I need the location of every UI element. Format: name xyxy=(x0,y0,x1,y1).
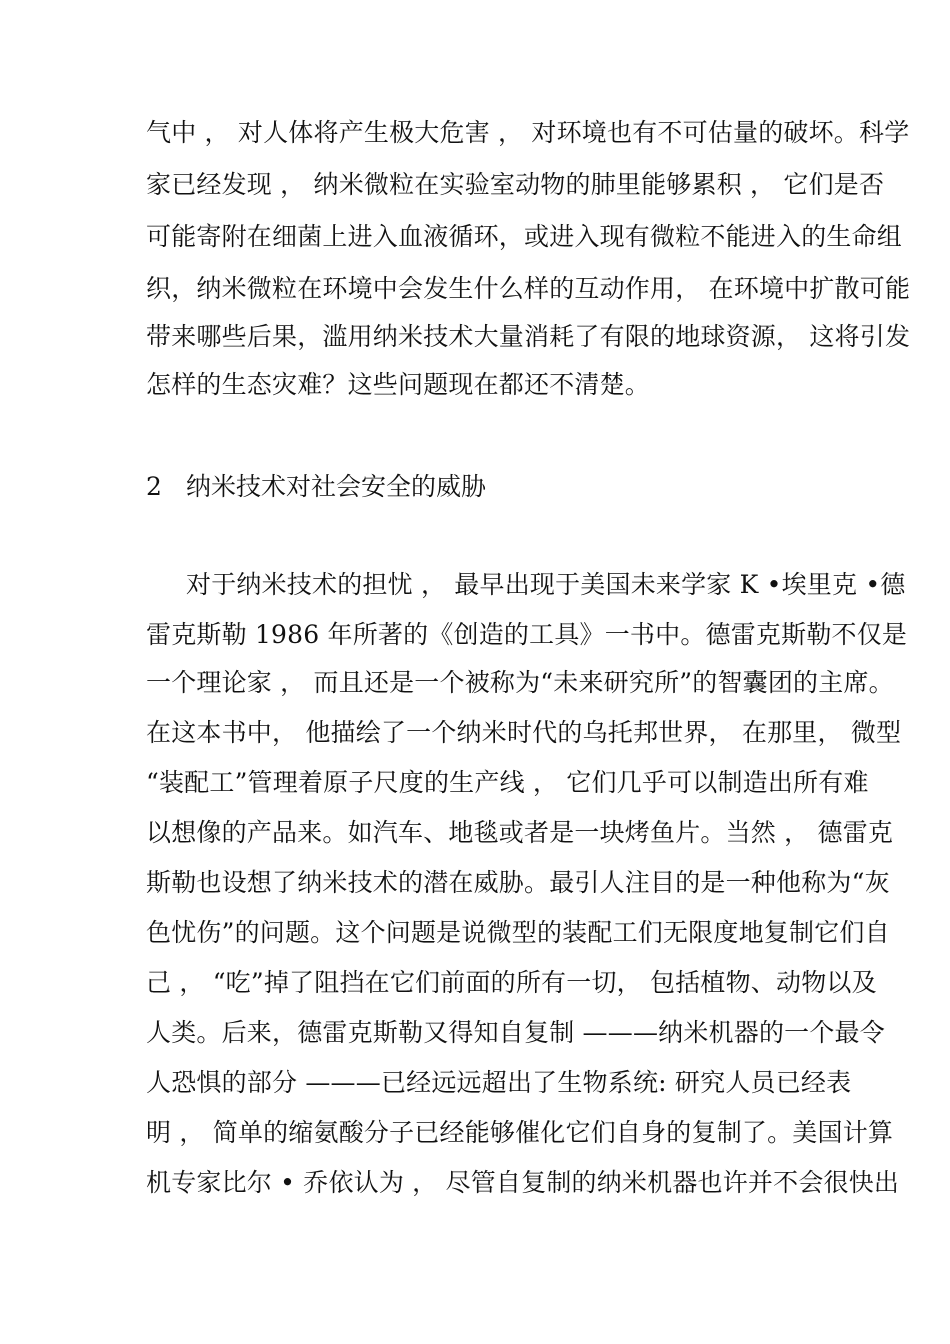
paragraph-2-line: 人恐惧的部分 ———已经远远超出了生物系统: 研究人员已经表 xyxy=(146,1068,852,1097)
paragraph-2-line: 机专家比尔 • 乔依认为 ， 尽管自复制的纳米机器也许并不会很快出 xyxy=(146,1168,900,1197)
paragraph-1-line: 家已经发现 ， 纳米微粒在实验室动物的肺里能够累积 ， 它们是否 xyxy=(146,170,885,199)
paragraph-2-line: “装配工”管理着原子尺度的生产线 ， 它们几乎可以制造出所有难 xyxy=(146,768,869,797)
paragraph-1-line: 织，纳米微粒在环境中会发生什么样的互动作用， 在环境中扩散可能 xyxy=(146,274,911,303)
paragraph-2-line: 一个理论家 ， 而且还是一个被称为“未来研究所”的智囊团的主席。 xyxy=(146,668,894,697)
paragraph-2-line: 在这本书中， 他描绘了一个纳米时代的乌托邦世界， 在那里， 微型 xyxy=(146,718,902,747)
section-heading xyxy=(146,472,486,502)
paragraph-2-line: 斯勒也设想了纳米技术的潜在威胁。最引人注目的是一种他称为“灰 xyxy=(146,868,890,897)
paragraph-1-line: 气中 ， 对人体将产生极大危害 ， 对环境也有不可估量的破坏。科学 xyxy=(146,118,910,147)
paragraph-2-line: 明 ， 简单的缩氨酸分子已经能够催化它们自身的复制了。美国计算 xyxy=(146,1118,894,1147)
paragraph-2-line: 色忧伤”的问题。这个问题是说微型的装配工们无限度地复制它们自 xyxy=(146,918,890,947)
paragraph-1-line: 可能寄附在细菌上进入血液循环，或进入现有微粒不能进入的生命组 xyxy=(146,222,903,251)
paragraph-2-line: 己 ， “吃”掉了阻挡在它们前面的所有一切， 包括植物、动物以及 xyxy=(146,968,877,997)
section-title: 纳米技术对社会安全的威胁 xyxy=(186,472,487,501)
paragraph-1-line: 怎样的生态灾难？这些问题现在都还不清楚。 xyxy=(146,370,651,399)
paragraph-2-line: 对于纳米技术的担忧 ， 最早出现于美国未来学家 K •埃里克 •德 xyxy=(186,570,906,599)
section-number: 2 xyxy=(146,472,162,501)
paragraph-2-line: 人类。后来，德雷克斯勒又得知自复制 ———纳米机器的一个最令 xyxy=(146,1018,885,1047)
paragraph-1-line: 带来哪些后果，滥用纳米技术大量消耗了有限的地球资源， 这将引发 xyxy=(146,322,911,351)
paragraph-2-line: 雷克斯勒 1986 年所著的《创造的工具》一书中。德雷克斯勒不仅是 xyxy=(146,620,908,649)
paragraph-2-line: 以想像的产品来。如汽车、地毯或者是一块烤鱼片。当然 ， 德雷克 xyxy=(146,818,894,847)
